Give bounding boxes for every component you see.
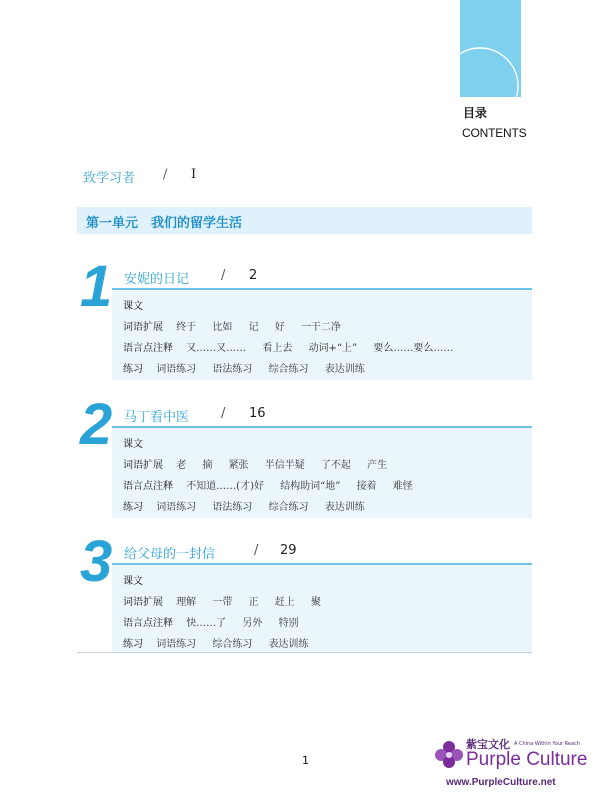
vocab-item: 半信半疑	[264, 460, 305, 471]
vocab-item: 老	[176, 460, 187, 471]
arc-decoration	[460, 0, 521, 97]
bottom-divider	[77, 652, 532, 653]
grammar-label[interactable]: 语言点注释	[123, 618, 173, 629]
exercise-item: 词语练习	[156, 364, 197, 375]
vocab-item: 紧张	[228, 460, 249, 471]
lesson-detail-box	[112, 563, 532, 654]
vocab-item: 一干二净	[300, 322, 341, 333]
exercise-item: 综合练习	[268, 364, 309, 375]
preface-entry[interactable]	[83, 167, 197, 186]
unit-title: 第一单元 我们的留学生活	[86, 216, 243, 231]
exercise-item: 词语练习	[156, 639, 197, 650]
preface-title: 致学习者	[83, 171, 136, 186]
page-number: 1	[302, 754, 309, 767]
vocab-item: 记	[248, 322, 259, 333]
lesson-slash: /	[254, 543, 259, 558]
grammar-item: 又……又……	[186, 343, 247, 354]
lesson-page: 29	[280, 543, 297, 558]
grammar-item: 要么……要么……	[373, 343, 454, 354]
flower-logo-icon	[432, 735, 466, 775]
lesson-number: 1	[80, 254, 113, 319]
grammar-item: 不知道……(才)好	[186, 481, 264, 492]
grammar-item: 看上去	[262, 343, 293, 354]
exercise-label[interactable]: 练习	[123, 502, 143, 513]
vocab-item: 赶上	[274, 597, 295, 608]
unit-heading-bar	[77, 207, 532, 234]
vocab-item: 理解	[176, 597, 197, 608]
vocab-item: 终于	[176, 322, 197, 333]
grammar-label[interactable]: 语言点注释	[123, 343, 173, 354]
lesson-title[interactable]: 安妮的日记	[124, 272, 190, 287]
lesson-detail-box	[112, 426, 532, 518]
grammar-item: 另外	[242, 618, 263, 629]
exercise-item: 表达训练	[268, 639, 309, 650]
exercise-item: 表达训练	[324, 502, 365, 513]
vocab-item: 好	[274, 322, 285, 333]
exercise-label[interactable]: 练习	[123, 639, 143, 650]
grammar-item: 难怪	[392, 481, 413, 492]
lesson-number: 2	[80, 392, 113, 457]
watermark-name-en: Purple Culture	[466, 749, 588, 770]
vocab-item: 聚	[310, 597, 321, 608]
vocab-item: 产生	[367, 460, 388, 471]
vocab-label[interactable]: 词语扩展	[123, 322, 163, 333]
lesson-title[interactable]: 马丁看中医	[124, 410, 190, 425]
exercise-item: 表达训练	[324, 364, 365, 375]
preface-page: I	[191, 167, 197, 182]
text-label[interactable]: 课文	[123, 301, 143, 312]
lesson-slash: /	[221, 268, 226, 283]
watermark-logo	[432, 733, 592, 795]
grammar-item: 接着	[356, 481, 377, 492]
exercise-item: 综合练习	[212, 639, 253, 650]
grammar-item: 结构助词“地”	[280, 481, 341, 492]
vocab-label[interactable]: 词语扩展	[123, 460, 163, 471]
exercise-item: 语法练习	[212, 502, 253, 513]
lesson-page: 16	[249, 406, 266, 421]
grammar-item: 动词+“上”	[308, 343, 358, 354]
vocab-item: 摘	[202, 460, 213, 471]
grammar-label[interactable]: 语言点注释	[123, 481, 173, 492]
preface-slash: /	[163, 167, 168, 182]
vocab-item: 正	[248, 597, 259, 608]
header-decor-tab	[460, 0, 521, 97]
lesson-number: 3	[80, 529, 113, 594]
lesson-page: 2	[249, 268, 258, 283]
contents-title-cn: 目录	[463, 106, 488, 120]
vocab-item: 比如	[212, 322, 233, 333]
grammar-item: 特别	[278, 618, 299, 629]
exercise-item: 综合练习	[268, 502, 309, 513]
exercise-label[interactable]: 练习	[123, 364, 143, 375]
watermark-name-cn: 紫宝文化	[466, 738, 510, 751]
text-label[interactable]: 课文	[123, 576, 143, 587]
contents-title-en: CONTENTS	[462, 126, 527, 140]
vocab-item: 了不起	[320, 460, 351, 471]
exercise-item: 语法练习	[212, 364, 253, 375]
vocab-label[interactable]: 词语扩展	[123, 597, 163, 608]
lesson-slash: /	[221, 406, 226, 421]
watermark-url: www.PurpleCulture.net	[446, 777, 556, 788]
vocab-item: 一带	[212, 597, 233, 608]
lesson-detail-box	[112, 288, 532, 380]
grammar-item: 快……了	[186, 618, 227, 629]
lesson-title[interactable]: 给父母的一封信	[124, 547, 216, 562]
exercise-item: 词语练习	[156, 502, 197, 513]
text-label[interactable]: 课文	[123, 439, 143, 450]
watermark-tagline: A China Within Your Reach	[514, 741, 580, 747]
